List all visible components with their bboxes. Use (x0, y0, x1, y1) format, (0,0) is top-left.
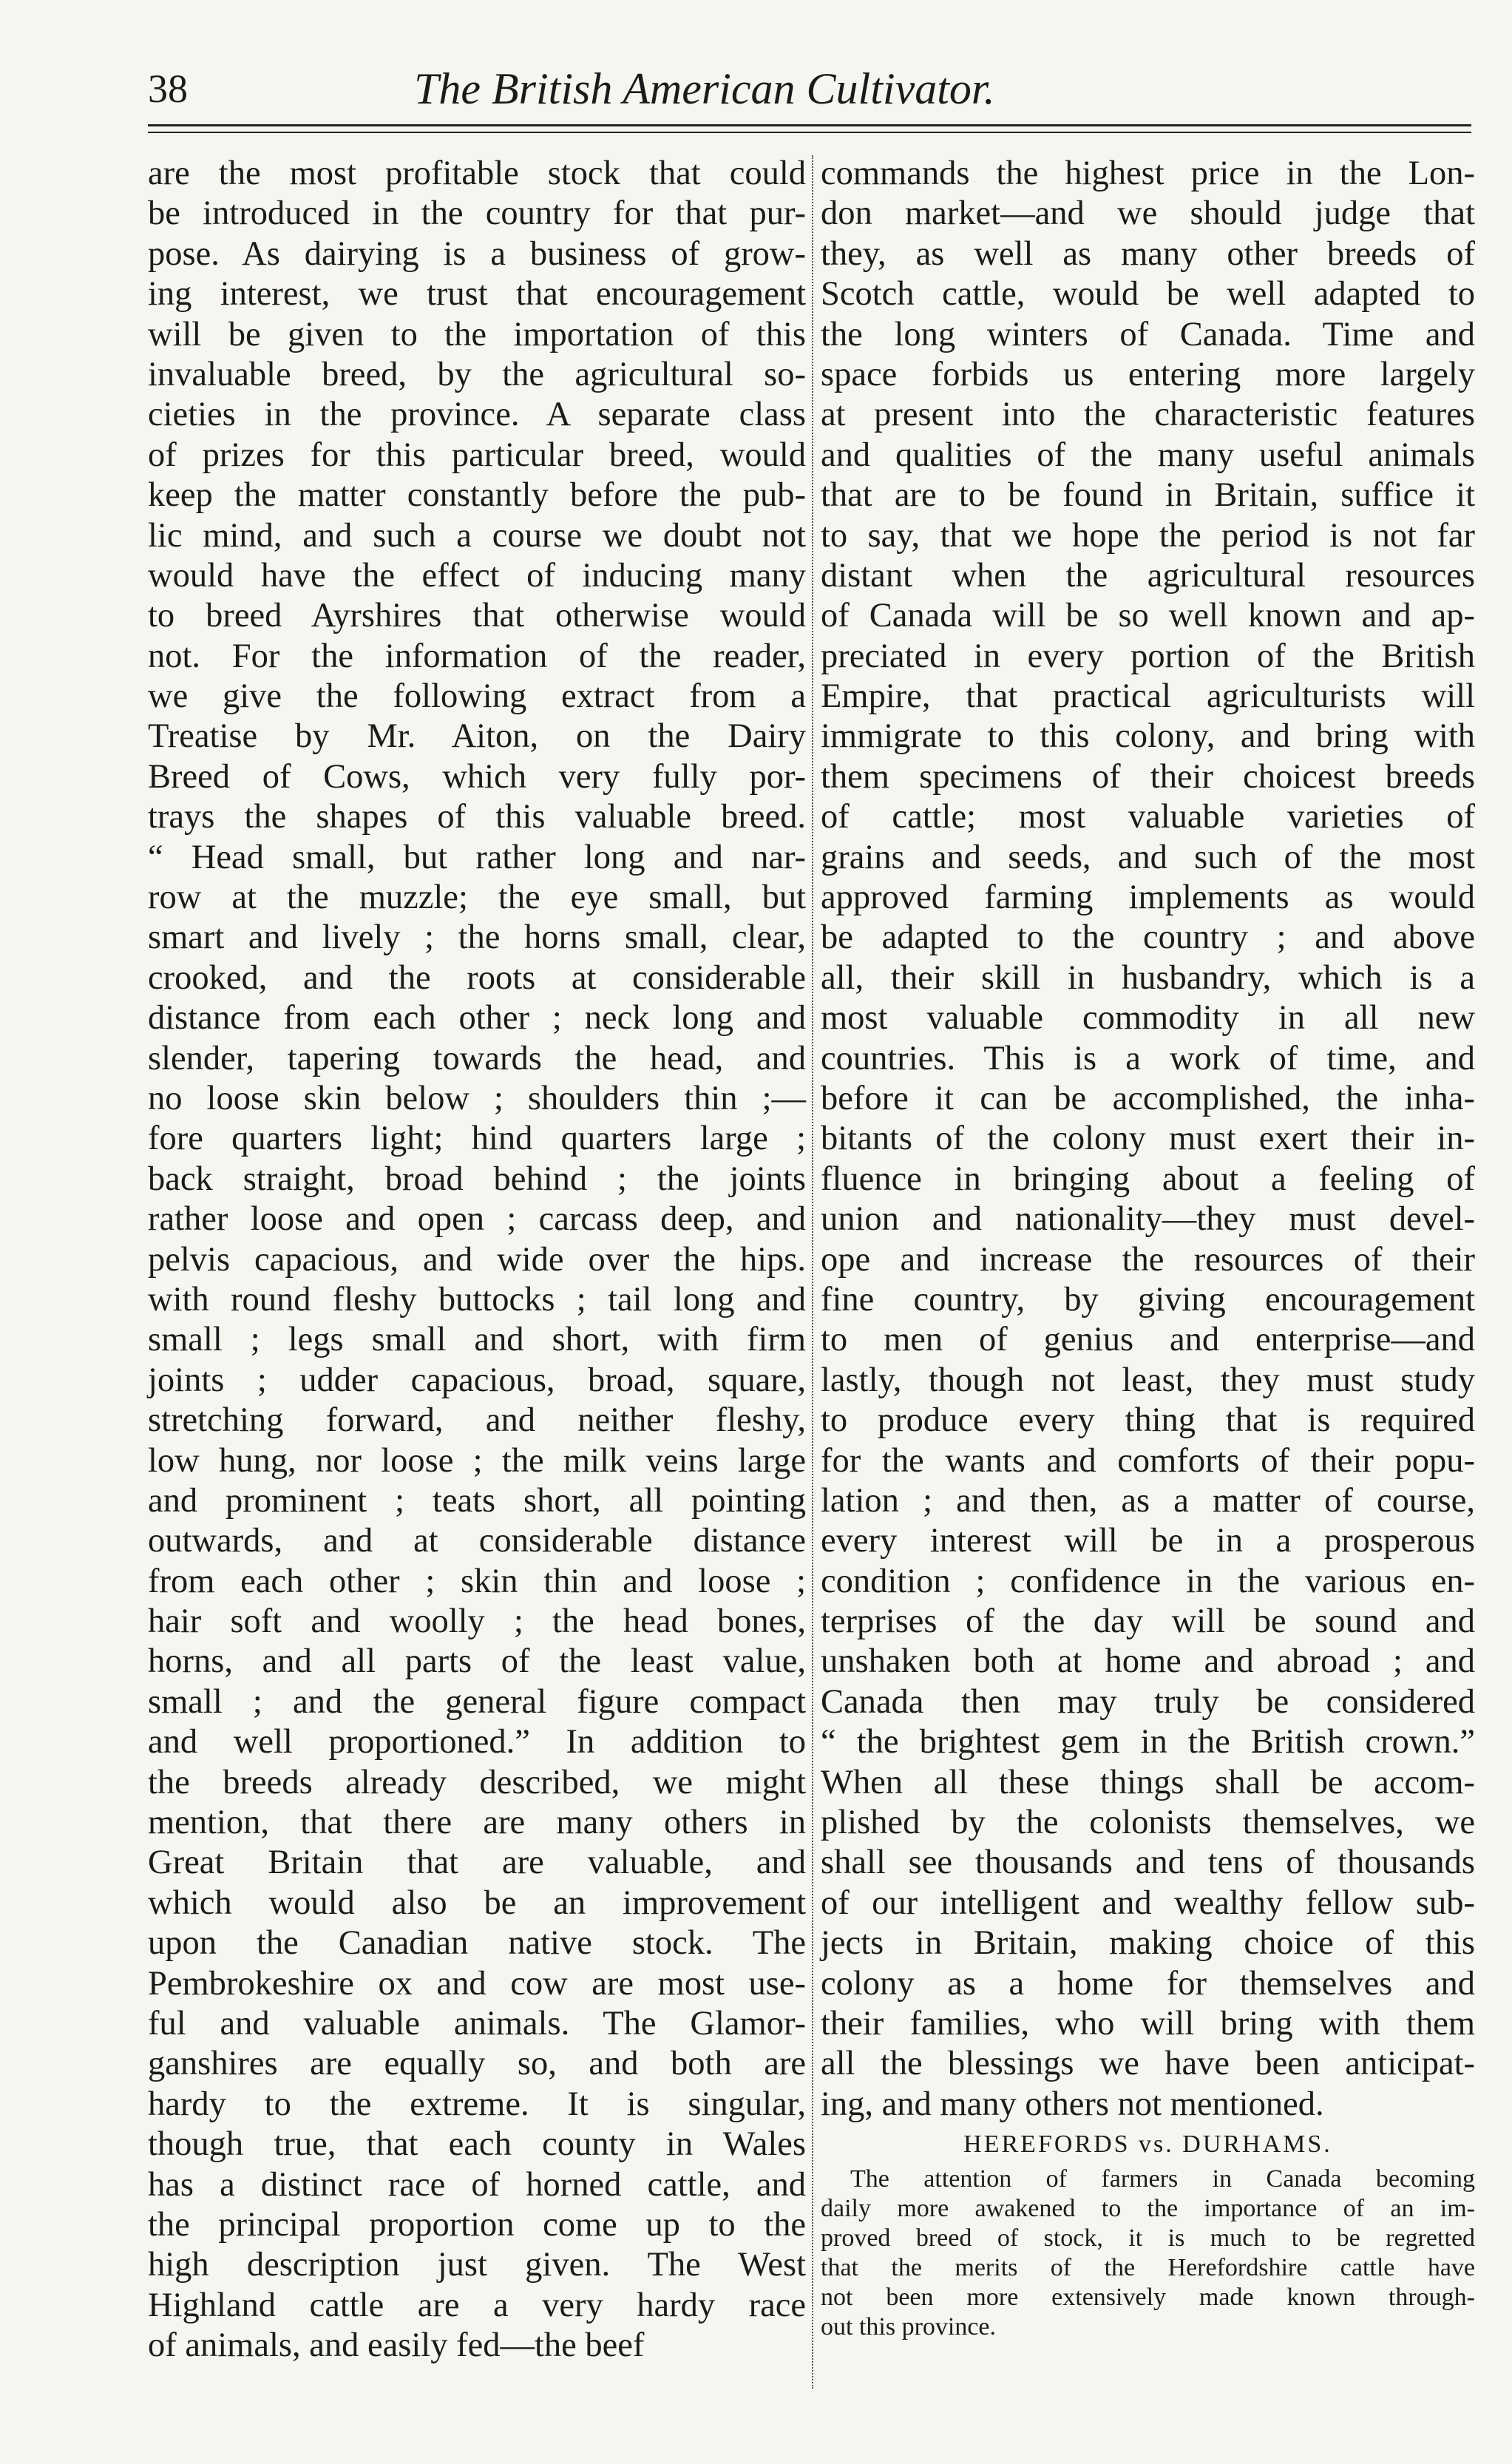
text-line: them specimens of their choicest breeds (821, 757, 1475, 796)
text-line: ful and valuable animals. The Glamor- (148, 2004, 806, 2042)
page-number: 38 (148, 67, 188, 111)
text-line: invaluable breed, by the agricultural so- (148, 355, 806, 393)
text-line: low hung, nor loose ; the milk veins large (148, 1441, 806, 1480)
section-heading: HEREFORDS vs. DURHAMS. (963, 2130, 1332, 2159)
right-column (821, 154, 1475, 2342)
text-line: not been more extensively made known through- (821, 2284, 1475, 2312)
text-line: from each other ; skin thin and loose ; (148, 1562, 806, 1600)
text-line: immigrate to this colony, and bring with (821, 717, 1475, 756)
text-line: upon the Canadian native stock. The (148, 1924, 806, 1963)
text-line: of animals, and easily fed—the beef (148, 2326, 645, 2365)
text-line: at present into the characteristic features (821, 396, 1475, 434)
column-divider (812, 155, 813, 2389)
text-line: pelvis capacious, and wide over the hips. (148, 1240, 806, 1279)
text-line: Empire, that practical agriculturists will (821, 677, 1475, 716)
text-line: lation ; and then, as a matter of course, (821, 1481, 1475, 1520)
text-line: and qualities of the many useful animals (821, 436, 1475, 474)
text-line: of Canada will be so well known and ap- (821, 597, 1475, 635)
section-paragraph (821, 2165, 1475, 2342)
text-line: lastly, though not least, they must study (821, 1361, 1475, 1399)
text-line: ing interest, we trust that encouragement (148, 275, 806, 314)
left-column (148, 154, 806, 2366)
header-rule-top (148, 124, 1471, 126)
text-line: to produce every thing that is required (821, 1401, 1475, 1440)
text-line: shall see thousands and tens of thousands (821, 1844, 1475, 1882)
text-line: ope and increase the resources of their (821, 1240, 1475, 1279)
text-line: terprises of the day will be sound and (821, 1602, 1475, 1641)
text-line: colony as a home for themselves and (821, 1964, 1475, 2003)
text-line: be introduced in the country for that pur- (148, 194, 806, 233)
text-line: smart and lively ; the horns small, clear, (148, 918, 806, 957)
text-line: grains and seeds, and such of the most (821, 838, 1475, 876)
text-line: no loose skin below ; shoulders thin ;— (148, 1079, 806, 1117)
text-line: all the blessings we have been anticipat- (821, 2045, 1475, 2083)
text-line: the long winters of Canada. Time and (821, 315, 1475, 353)
text-line: jects in Britain, making choice of this (821, 1924, 1475, 1963)
text-line: would have the effect of inducing many (148, 556, 806, 595)
text-line: Great Britain that are valuable, and (148, 1844, 806, 1882)
text-line: which would also be an improvement (148, 1883, 806, 1922)
text-line: be adapted to the country ; and above (821, 918, 1475, 957)
text-line: most valuable commodity in all new (821, 999, 1475, 1038)
text-line: space forbids us entering more largely (821, 355, 1475, 393)
text-line: countries. This is a work of time, and (821, 1039, 1475, 1077)
text-line: crooked, and the roots at considerable (148, 958, 806, 997)
text-line: are the most profitable stock that could (148, 155, 806, 192)
text-line: “ Head small, but rather long and nar- (148, 838, 806, 876)
text-line: that are to be found in Britain, suffice it (821, 476, 1475, 515)
text-line: The attention of farmers in Canada becoming (850, 2165, 1475, 2193)
right-column-body (821, 154, 1475, 2125)
text-line: has a distinct race of horned cattle, and (148, 2165, 806, 2204)
text-line: condition ; confidence in the various en- (821, 1562, 1475, 1600)
text-line: When all these things shall be accom- (821, 1763, 1475, 1801)
text-line: row at the muzzle; the eye small, but (148, 879, 806, 917)
text-line: small ; and the general figure compact (148, 1682, 806, 1721)
text-line: not. For the information of the reader, (148, 637, 806, 675)
text-line: of cattle; most valuable varieties of (821, 798, 1475, 836)
text-line: high description just given. The West (148, 2246, 806, 2284)
text-line: horns, and all parts of the least value, (148, 1642, 806, 1681)
text-line: Canada then may truly be considered (821, 1682, 1475, 1721)
text-line: Highland cattle are a very hardy race (148, 2286, 806, 2324)
text-line: rather loose and open ; carcass deep, and (148, 1200, 806, 1239)
text-line: though true, that each county in Wales (148, 2125, 806, 2164)
text-line: don market—and we should judge that (821, 194, 1475, 233)
text-line: and well proportioned.” In addition to (148, 1723, 806, 1761)
text-line: Breed of Cows, which very fully por- (148, 757, 806, 796)
text-line: preciated in every portion of the British (821, 637, 1475, 675)
text-line: to men of genius and enterprise—and (821, 1321, 1475, 1359)
text-line: hardy to the extreme. It is singular, (148, 2085, 806, 2123)
text-line: they, as well as many other breeds of (821, 234, 1475, 273)
text-line: their families, who will bring with them (821, 2004, 1475, 2042)
text-line: to say, that we hope the period is not far (821, 516, 1475, 555)
text-line: with round fleshy buttocks ; tail long and (148, 1280, 806, 1319)
text-line: Treatise by Mr. Aiton, on the Dairy (148, 717, 806, 756)
text-line: keep the matter constantly before the pub- (148, 476, 806, 515)
text-line: Pembrokeshire ox and cow are most use- (148, 1964, 806, 2003)
text-line: fore quarters light; hind quarters large ; (148, 1120, 806, 1158)
text-line: bitants of the colony must exert their in- (821, 1120, 1475, 1158)
header-rule-bottom (148, 132, 1471, 133)
text-line: for the wants and comforts of their popu- (821, 1441, 1475, 1480)
text-line: mention, that there are many others in (148, 1804, 806, 1842)
text-line: cieties in the province. A separate class (148, 396, 806, 434)
text-line: fluence in bringing about a feeling of (821, 1160, 1475, 1198)
text-line: unshaken both at home and abroad ; and (821, 1642, 1475, 1681)
text-line: and prominent ; teats short, all pointing (148, 1481, 806, 1520)
text-line: to breed Ayrshires that otherwise would (148, 597, 806, 635)
text-line: ing, and many others not mentioned. (821, 2085, 1324, 2123)
text-line: fine country, by giving encouragement (821, 1280, 1475, 1319)
text-line: Scotch cattle, would be well adapted to (821, 275, 1475, 314)
text-line: of our intelligent and wealthy fellow sub- (821, 1883, 1475, 1922)
text-line: we give the following extract from a (148, 677, 806, 716)
text-line: lic mind, and such a course we doubt not (148, 516, 806, 555)
text-line: daily more awakened to the importance of an im- (821, 2195, 1475, 2223)
text-line: plished by the colonists themselves, we (821, 1804, 1475, 1842)
text-line: all, their skill in husbandry, which is a (821, 958, 1475, 997)
text-line: hair soft and woolly ; the head bones, (148, 1602, 806, 1641)
text-line: of prizes for this particular breed, would (148, 436, 806, 474)
text-line: outwards, and at considerable distance (148, 1522, 806, 1560)
page-header (148, 55, 1390, 122)
running-title: The British American Cultivator. (414, 64, 995, 113)
text-line: stretching forward, and neither fleshy, (148, 1401, 806, 1440)
text-line: trays the shapes of this valuable breed. (148, 798, 806, 836)
text-line: the breeds already described, we might (148, 1763, 806, 1801)
text-line: back straight, broad behind ; the joints (148, 1160, 806, 1198)
text-line: distance from each other ; neck long and (148, 999, 806, 1038)
text-line: will be given to the importation of this (148, 315, 806, 353)
text-line: that the merits of the Herefordshire cattle have (821, 2254, 1475, 2282)
text-line: union and nationality—they must devel- (821, 1200, 1475, 1239)
text-line: every interest will be in a prosperous (821, 1522, 1475, 1560)
text-line: ganshires are equally so, and both are (148, 2045, 806, 2083)
text-line: approved farming implements as would (821, 879, 1475, 917)
text-line: slender, tapering towards the head, and (148, 1039, 806, 1077)
text-line: out this province. (821, 2313, 997, 2341)
text-line: commands the highest price in the Lon- (821, 155, 1475, 192)
text-line: the principal proportion come up to the (148, 2205, 806, 2244)
text-line: joints ; udder capacious, broad, square, (148, 1361, 806, 1399)
text-line: pose. As dairying is a business of grow- (148, 234, 806, 273)
text-line: “ the brightest gem in the British crown.” (821, 1723, 1475, 1761)
text-line: proved breed of stock, it is much to be regretted (821, 2224, 1475, 2253)
text-line: before it can be accomplished, the inha- (821, 1079, 1475, 1117)
text-line: small ; legs small and short, with firm (148, 1321, 806, 1359)
text-line: distant when the agricultural resources (821, 556, 1475, 595)
